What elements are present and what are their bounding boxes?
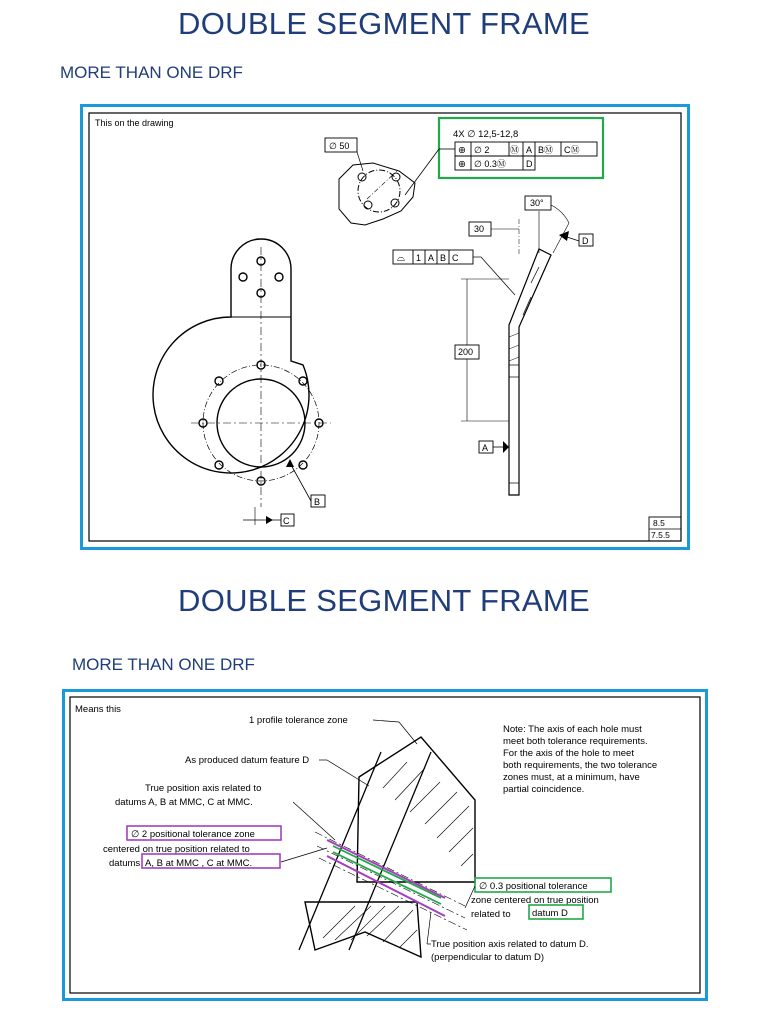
bolt-circle-dim: ∅ 50	[329, 141, 350, 151]
purple-zone-1	[327, 840, 445, 898]
fcf-r2-symbol: ⊕	[458, 159, 466, 170]
fcf-r2-tol: ∅ 0.3Ⓜ	[474, 159, 506, 169]
label-datum-d: As produced datum feature D	[185, 755, 310, 766]
hatch-lines	[323, 762, 473, 948]
label-bottom-2: (perpendicular to datum D)	[431, 952, 544, 963]
label-profile-zone: 1 profile tolerance zone	[249, 715, 348, 726]
label-true-pos-2: datums A, B at MMC, C at MMC.	[115, 797, 253, 808]
tolerance-zone-diagram	[65, 692, 705, 998]
note-line-2: meet both tolerance requirements.	[503, 736, 648, 747]
datum-a-label: A	[482, 443, 489, 453]
label-pos2-1: ∅ 2 positional tolerance zone	[131, 829, 255, 840]
profile-symbol: ⌓	[397, 253, 405, 264]
fcf-r1-c: CⓂ	[564, 145, 580, 155]
fcf-r1-symbol: ⊕	[458, 145, 466, 156]
part-cross-section	[305, 737, 475, 957]
datum-b-label: B	[314, 497, 321, 507]
note-line-1: Note: The axis of each hole must	[503, 724, 642, 735]
note-line-6: partial coincidence.	[503, 784, 585, 795]
slide2-subtitle: MORE THAN ONE DRF	[72, 655, 255, 674]
slide1-title: DOUBLE SEGMENT FRAME	[178, 6, 590, 41]
label-pos03-3-prefix: related to	[471, 909, 511, 920]
engineering-drawing	[83, 107, 687, 547]
note-line-3: For the axis of the hole to meet	[503, 748, 634, 759]
part-front-view	[153, 239, 331, 507]
hole-wall-1	[299, 752, 381, 950]
datum-c-label: C	[283, 516, 290, 526]
label-true-pos-1: True position axis related to	[145, 783, 262, 794]
label-pos2-3-prefix: datums	[109, 858, 141, 869]
angle-dim: 30°	[530, 198, 544, 208]
green-zone-1	[333, 846, 441, 898]
label-pos03-1: ∅ 0.3 positional tolerance	[479, 881, 588, 892]
label-pos03-2: zone centered on true position	[471, 895, 599, 906]
note-line-4: both requirements, the two tolerance	[503, 760, 658, 771]
drawing-caption: This on the drawing	[95, 118, 174, 128]
slide2-title: DOUBLE SEGMENT FRAME	[178, 583, 590, 618]
note-block	[503, 724, 657, 795]
hole-callout: 4X ∅ 12,5-12,8	[453, 129, 519, 140]
datum-d-label: D	[582, 236, 589, 246]
fcf-r1-tol: ∅ 2	[474, 145, 490, 155]
label-pos2-3-box: A, B at MMC , C at MMC.	[145, 858, 253, 869]
drawing-panel-1	[80, 104, 690, 550]
dim-30: 30	[474, 224, 485, 234]
fcf-r1-a: A	[526, 145, 533, 155]
profile-tol: 1	[416, 253, 422, 263]
label-pos03-3-box: datum D	[532, 908, 568, 919]
fcf-r1-b: BⓂ	[538, 145, 554, 155]
diagram-caption: Means this	[75, 704, 121, 715]
part-side-view	[509, 249, 551, 495]
label-bottom-1: True position axis related to datum D.	[431, 939, 589, 950]
fcf-r1-mod: Ⓜ	[510, 145, 520, 155]
note-line-5: zones must, at a minimum, have	[503, 772, 640, 783]
title-block-2: 7.5.5	[651, 530, 670, 540]
title-block-1: 8.5	[653, 518, 665, 528]
profile-c: C	[452, 253, 459, 263]
profile-a: A	[428, 253, 435, 263]
dim-200: 200	[458, 347, 474, 357]
datum-a-triangle	[503, 441, 509, 453]
bolt-circle-detail	[325, 138, 415, 225]
drawing-panel-2	[62, 689, 708, 1001]
profile-fcf	[393, 250, 515, 295]
slide1-subtitle: MORE THAN ONE DRF	[60, 63, 243, 82]
label-pos2-2: centered on true position related to	[103, 844, 250, 855]
profile-b: B	[440, 253, 447, 263]
purple-zone-2	[327, 856, 445, 916]
fcf-r2-d: D	[526, 159, 533, 169]
